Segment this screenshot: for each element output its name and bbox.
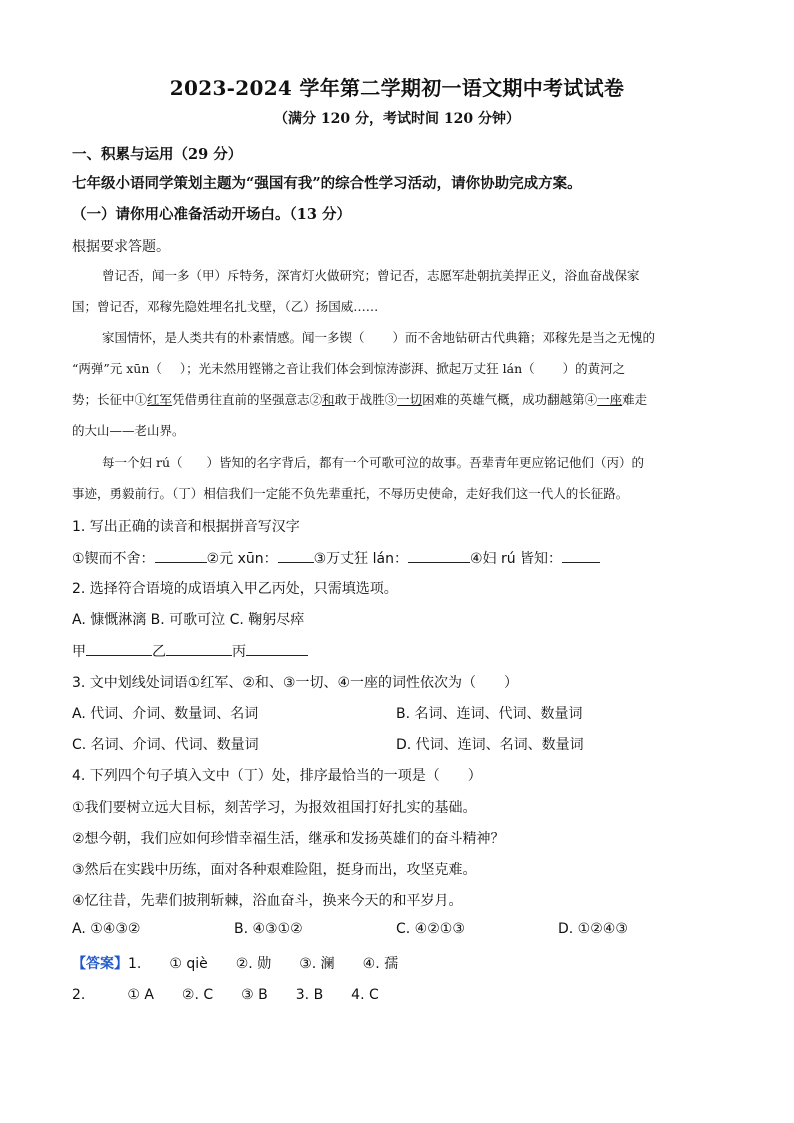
answer-blank[interactable] bbox=[408, 549, 470, 563]
answer-blank[interactable] bbox=[86, 642, 152, 656]
answer-blank[interactable] bbox=[155, 549, 207, 563]
part-heading: （一）请你用心准备活动开场白。（13 分） bbox=[72, 206, 351, 223]
sentence-3: ③然后在实践中历练，面对各种艰难险阻，挺身而出，攻坚克难。 bbox=[72, 862, 477, 878]
option-c[interactable]: C. ④②①③ bbox=[396, 921, 465, 937]
page-title: 2023-2024 学年第二学期初一语文期中考试试卷 bbox=[169, 76, 625, 100]
blank-label: 甲 bbox=[72, 644, 86, 660]
sentence-1: ①我们要树立远大目标，刻苦学习，为报效祖国打好扎实的基础。 bbox=[72, 800, 477, 816]
option-a[interactable]: A. 代词、介词、数量词、名词 bbox=[72, 706, 259, 722]
blank-label: ②元 xūn： bbox=[206, 551, 278, 567]
underlined-word: 一切 bbox=[397, 392, 423, 407]
sentence-4: ④忆往昔，先辈们披荆斩棘，浴血奋斗，换来今天的和平岁月。 bbox=[72, 893, 463, 909]
passage-text: 困难的英雄气概，成功翻越第④ bbox=[422, 392, 598, 407]
passage-line bbox=[102, 328, 655, 346]
exam-subtitle: （满分 120 分，考试时间 120 分钟） bbox=[274, 111, 520, 127]
blank-label: ①锲而不舍： bbox=[72, 551, 155, 567]
question-1-blanks bbox=[72, 548, 600, 568]
passage-text: “两弹”元 xūn（ bbox=[72, 361, 162, 376]
underlined-word: 一座 bbox=[597, 392, 623, 407]
answer-line bbox=[72, 953, 398, 973]
option-d[interactable]: D. 代词、连词、名词、数量词 bbox=[396, 737, 584, 753]
question-2-blanks bbox=[72, 641, 308, 661]
option-c[interactable]: C. 名词、介词、代词、数量词 bbox=[72, 737, 259, 753]
passage-text: ）而不舍地钻研古代典籍；邓稼先是当之无愧的 bbox=[392, 330, 656, 345]
passage-text: 敢于战胜③ bbox=[334, 392, 398, 407]
answer-line: 2. ① A ②. C ③ B 3. B 4. C bbox=[72, 987, 379, 1003]
section-heading: 一、积累与运用（29 分） bbox=[72, 146, 243, 163]
passage-line bbox=[72, 390, 647, 408]
question-2: 2. 选择符合语境的成语填入甲乙丙处，只需填选项。 bbox=[72, 581, 398, 597]
passage-text: 家国情怀，是人类共有的朴素情感。闻一多锲（ bbox=[102, 330, 365, 345]
passage-text: 势；长征中① bbox=[72, 392, 148, 407]
blank-label: ④妇 rú 皆知： bbox=[469, 551, 563, 567]
passage-line bbox=[72, 359, 625, 377]
passage-text: 难走 bbox=[622, 392, 648, 407]
answer-blank[interactable] bbox=[246, 642, 308, 656]
passage-line: 曾记否，闻一多（甲）斥特务，深宵灯火做研究；曾记否，志愿军赴朝抗美捍正义，浴血奋战保家 bbox=[102, 268, 640, 283]
blank-label: ③万丈狂 lán： bbox=[313, 551, 408, 567]
passage-text: ）皆知的名字背后，都有一个可歌可泣的故事。吾辈青年更应铭记他们（丙）的 bbox=[206, 455, 645, 470]
question-1: 1. 写出正确的读音和根据拼音写汉字 bbox=[72, 519, 300, 535]
blank-label: 乙 bbox=[152, 644, 166, 660]
question-3: 3. 文中划线处词语①红军、②和、③一切、④一座的词性依次为（ ） bbox=[72, 675, 519, 691]
underlined-word: 红军 bbox=[147, 392, 173, 407]
option-b[interactable]: B. ④③①② bbox=[234, 921, 303, 937]
underlined-word: 和 bbox=[322, 392, 335, 407]
answer-blank[interactable] bbox=[166, 642, 232, 656]
answer-blank[interactable] bbox=[278, 549, 314, 563]
instruction-text: 根据要求答题。 bbox=[72, 239, 170, 255]
passage-text: 每一个妇 rú（ bbox=[102, 455, 183, 470]
activity-intro: 七年级小语同学策划主题为“强国有我”的综合性学习活动，请你协助完成方案。 bbox=[72, 175, 582, 192]
question-4: 4. 下列四个句子填入文中（丁）处，排序最恰当的一项是（ ） bbox=[72, 768, 482, 784]
passage-line: 的大山——老山界。 bbox=[72, 423, 185, 438]
option-d[interactable]: D. ①②④③ bbox=[558, 921, 628, 937]
passage-line bbox=[102, 453, 644, 471]
sentence-2: ②想今朝，我们应如何珍惜幸福生活，继承和发扬英雄们的奋斗精神？ bbox=[72, 831, 505, 847]
question-2-options: A. 慷慨淋漓 B. 可歌可泣 C. 鞠躬尽瘁 bbox=[72, 612, 305, 628]
passage-line: 国；曾记否，邓稼先隐姓埋名扎戈壁，（乙）扬国威…… bbox=[72, 299, 379, 314]
passage-line: 事迹，勇毅前行。（丁）相信我们一定能不负先辈重托，不辱历史使命，走好我们这一代人的长征路。 bbox=[72, 486, 629, 501]
passage-text: ）的黄河之 bbox=[562, 361, 626, 376]
passage-text: ）；光未然用铿锵之音让我们体会到惊涛澎湃、掀起万丈狂 lán（ bbox=[179, 361, 535, 376]
blank-label: 丙 bbox=[232, 644, 246, 660]
option-b[interactable]: B. 名词、连词、代词、数量词 bbox=[396, 706, 583, 722]
answer-text: 1. ① qiè ②. 勋 ③. 澜 ④. 孺 bbox=[128, 956, 399, 972]
passage-text: 凭借勇往直前的坚强意志② bbox=[172, 392, 323, 407]
answer-blank[interactable] bbox=[562, 549, 600, 563]
option-a[interactable]: A. ①④③② bbox=[72, 921, 141, 937]
answer-label: 【答案】 bbox=[72, 956, 128, 972]
